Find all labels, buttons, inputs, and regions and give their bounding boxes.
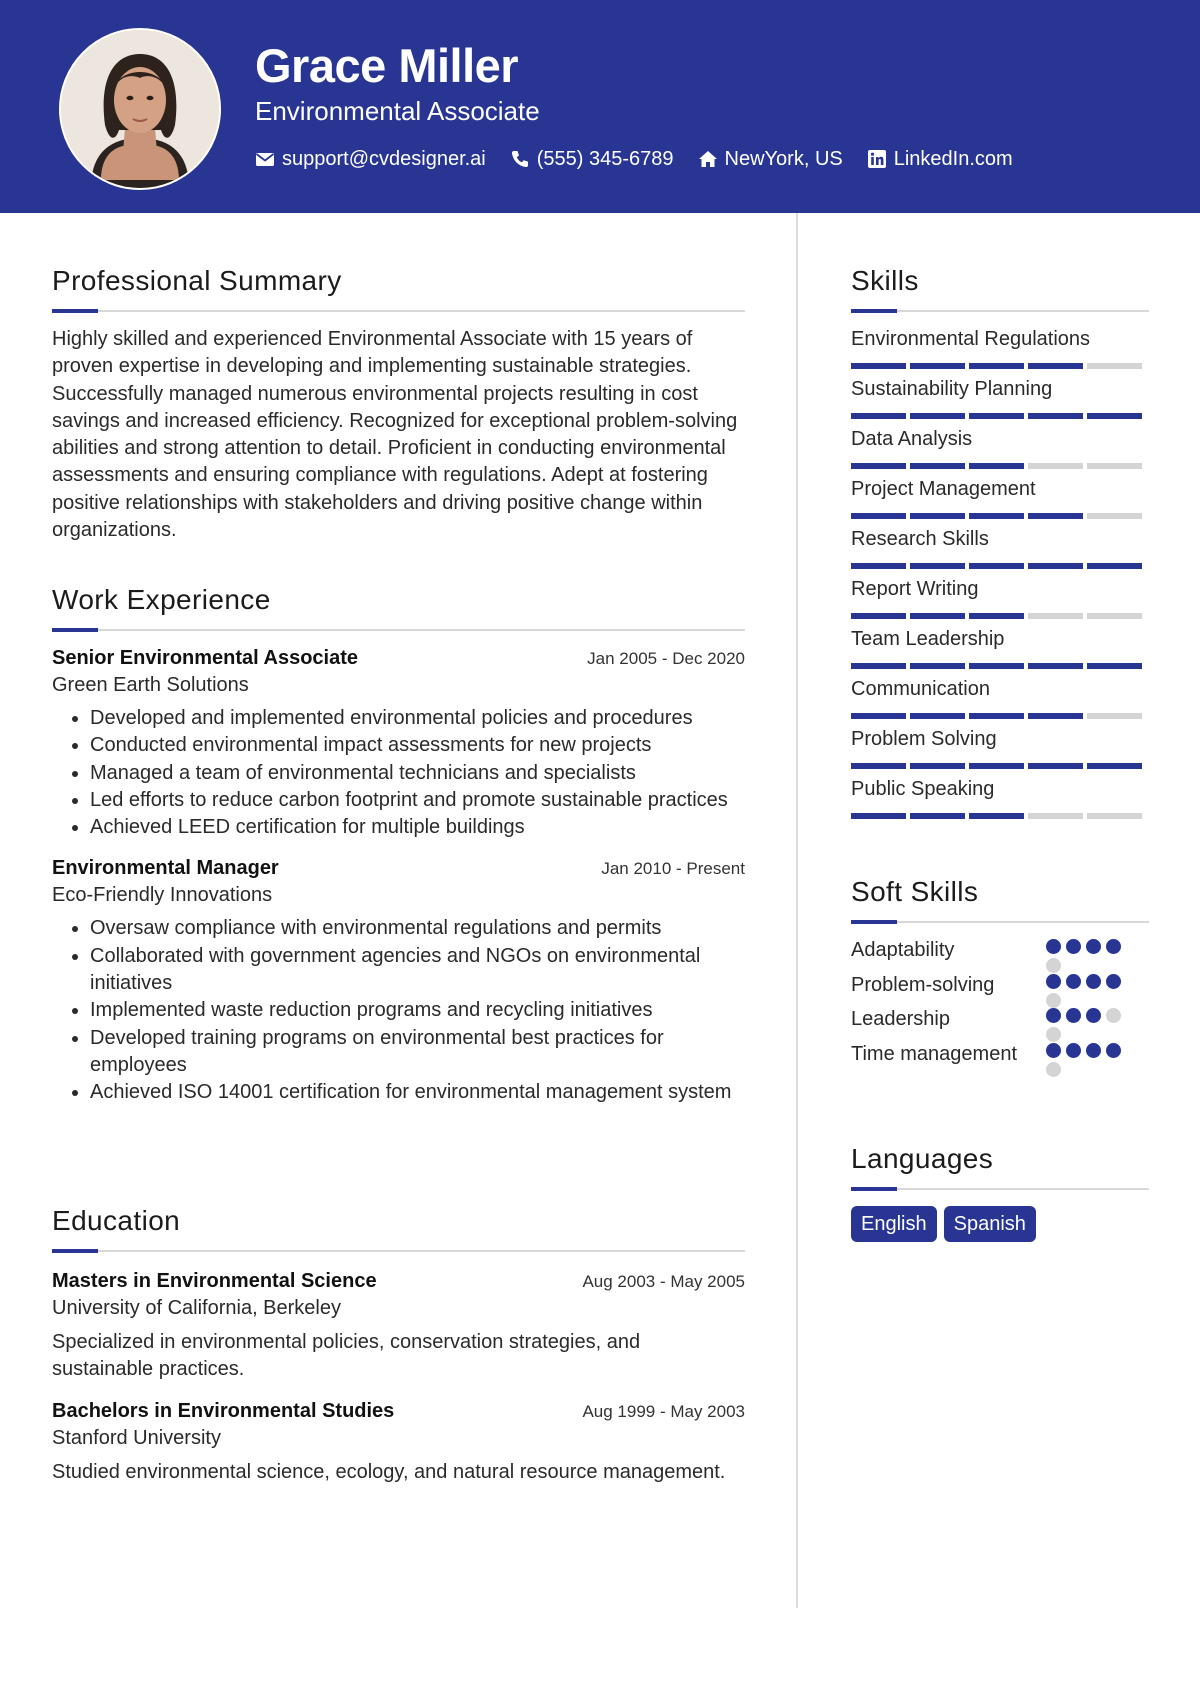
skill-level-segment [851, 763, 906, 769]
skill-level-segment [910, 463, 965, 469]
skill-level-segment [1087, 463, 1142, 469]
languages-section [851, 1141, 1149, 1242]
skill-level-bar [851, 663, 1149, 669]
skill-level-segment [851, 363, 906, 369]
contact-phone[interactable] [510, 148, 674, 171]
job-entry [52, 645, 745, 841]
skill-level-segment [1028, 663, 1083, 669]
skill-name: Data Analysis [851, 428, 973, 450]
job-bullet: • Oversaw compliance with environmental regulations and permits [90, 915, 745, 942]
candidate-title: Environmental Associate [255, 96, 540, 126]
experience-heading: Work Experience [52, 584, 271, 615]
home-icon [698, 149, 718, 169]
skill-level-segment [969, 363, 1024, 369]
skill-level-segment [1028, 613, 1083, 619]
skill-level-segment [1087, 663, 1142, 669]
skill-level-segment [1087, 413, 1142, 419]
job-title: Environmental Manager [52, 857, 279, 880]
column-divider [796, 213, 798, 1608]
skill-item [851, 626, 1149, 676]
summary-text: Highly skilled and experienced Environmental Associate with 15 years of proven expertise in developing and implementing sustainable strategies. Successfully managed numerous environmental projects resulting in cost savings and increased efficiency. Recognized for exceptional problem-solving abilities and strong attention to detail. Proficient in conducting environmental assessments and ensuring compliance with regulations. Adept at fostering positive relationships with stakeholders and driving positive change within organizations. [52, 328, 738, 542]
degree-dates: Aug 2003 - May 2005 [582, 1272, 745, 1291]
rating-dot [1066, 1008, 1081, 1023]
language-badge: English [851, 1206, 937, 1242]
skill-level-segment [1028, 363, 1083, 369]
skills-heading: Skills [851, 265, 919, 296]
skill-level-segment [851, 813, 906, 819]
skill-level-segment [910, 613, 965, 619]
skill-level-segment [1028, 413, 1083, 419]
job-dates: Jan 2005 - Dec 2020 [587, 649, 745, 668]
degree-description: Studied environmental science, ecology, and natural resource management. [52, 1460, 726, 1483]
soft-skill-name: Adaptability [851, 939, 955, 961]
rating-dot [1046, 1008, 1061, 1023]
soft-skill-item [851, 972, 1149, 1007]
skill-level-segment [1087, 613, 1142, 619]
contact-email-text: support@cvdesigner.ai [282, 147, 486, 170]
skill-level-segment [969, 513, 1024, 519]
rating-dot [1086, 974, 1101, 989]
section-rule [52, 310, 745, 312]
candidate-name: Grace Miller [255, 39, 519, 92]
skill-level-segment [851, 413, 906, 419]
rating-dot [1046, 1062, 1061, 1077]
soft-skill-name: Problem-solving [851, 973, 995, 996]
experience-section [52, 582, 745, 1107]
resume-header [0, 0, 1200, 213]
contact-linkedin-text: LinkedIn.com [893, 147, 1013, 170]
skill-level-segment [1087, 513, 1142, 519]
skill-level-segment [969, 463, 1024, 469]
skill-name: Sustainability Planning [851, 378, 1053, 400]
envelope-icon [255, 149, 275, 169]
skill-level-segment [851, 713, 906, 719]
skill-level-segment [910, 513, 965, 519]
job-company: Eco-Friendly Innovations [52, 884, 273, 907]
profile-photo [59, 28, 221, 190]
contact-linkedin[interactable] [867, 148, 1013, 171]
job-dates: Jan 2010 - Present [601, 859, 745, 879]
skill-level-segment [969, 713, 1024, 719]
rating-dot [1086, 1008, 1101, 1023]
skill-item [851, 776, 1149, 826]
language-list [851, 1206, 1149, 1242]
skill-level-segment [1087, 563, 1142, 569]
skill-level-segment [1087, 363, 1142, 369]
section-rule [851, 1188, 1149, 1190]
skill-level-bar [851, 813, 1149, 819]
job-bullet: • Implemented waste reduction programs and recycling initiatives [90, 997, 745, 1024]
skill-name: Public Speaking [851, 778, 995, 800]
skill-level-bar [851, 463, 1149, 469]
skill-level-segment [1028, 513, 1083, 519]
rating-dot [1086, 939, 1101, 954]
job-entry [52, 855, 745, 1106]
skill-level-bar [851, 713, 1149, 719]
skill-level-segment [969, 563, 1024, 569]
section-rule [851, 310, 1149, 312]
job-bullet: • Developed and implemented environmental policies and procedures [90, 705, 745, 732]
school-name: University of California, Berkeley [52, 1297, 341, 1319]
contact-phone-text: (555) 345-6789 [536, 147, 674, 170]
contact-bar [255, 143, 1037, 175]
job-bullets [52, 915, 745, 1106]
education-entry [52, 1398, 745, 1486]
rating-dot [1106, 1043, 1121, 1058]
skill-level-bar [851, 613, 1149, 619]
job-bullet: • Collaborated with government agencies and NGOs on environmental initiatives [90, 943, 745, 998]
skill-name: Team Leadership [851, 628, 1005, 650]
skill-level-segment [1028, 463, 1083, 469]
skill-level-segment [969, 663, 1024, 669]
skill-name: Environmental Regulations [851, 328, 1091, 350]
education-section [52, 1203, 745, 1486]
section-rule [52, 1250, 745, 1252]
skill-level-segment [969, 413, 1024, 419]
job-company: Green Earth Solutions [52, 674, 249, 696]
rating-dot [1066, 939, 1081, 954]
linkedin-icon [867, 149, 887, 169]
skill-level-bar [851, 513, 1149, 519]
rating-dot [1106, 1008, 1121, 1023]
education-entry [52, 1268, 745, 1384]
skill-level-segment [1087, 713, 1142, 719]
skill-item [851, 476, 1149, 526]
skill-level-segment [1028, 763, 1083, 769]
skill-level-bar [851, 563, 1149, 569]
contact-location [698, 148, 843, 171]
school-name: Stanford University [52, 1426, 221, 1449]
skill-level-bar [851, 413, 1149, 419]
job-bullet: • Led efforts to reduce carbon footprint and promote sustainable practices [90, 787, 745, 814]
soft-skill-rating [1046, 1043, 1136, 1081]
soft-skill-item [851, 1041, 1149, 1076]
skill-item [851, 326, 1149, 376]
skill-level-segment [1087, 813, 1142, 819]
skill-level-segment [910, 563, 965, 569]
skill-level-segment [1028, 713, 1083, 719]
rating-dot [1046, 974, 1061, 989]
soft-skill-name: Leadership [851, 1008, 950, 1030]
job-title: Senior Environmental Associate [52, 647, 359, 669]
rating-dot [1046, 1043, 1061, 1058]
skill-level-segment [910, 763, 965, 769]
soft-skills-section [851, 874, 1149, 1075]
job-bullets [52, 705, 745, 841]
section-rule [851, 921, 1149, 923]
job-bullet: • Conducted environmental impact assessments for new projects [90, 732, 745, 759]
skill-level-segment [851, 463, 906, 469]
rating-dot [1106, 974, 1121, 989]
soft-skills-heading: Soft Skills [851, 876, 979, 907]
skill-item [851, 526, 1149, 576]
skill-level-segment [910, 813, 965, 819]
skill-level-segment [910, 413, 965, 419]
summary-section [52, 263, 745, 544]
soft-skills-list [851, 937, 1149, 1075]
rating-dot [1086, 1043, 1101, 1058]
rating-dot [1066, 1043, 1081, 1058]
skill-level-segment [1087, 763, 1142, 769]
soft-skill-name: Time management [851, 1042, 1017, 1065]
languages-heading: Languages [851, 1143, 994, 1174]
soft-skill-item [851, 1006, 1149, 1041]
skill-level-segment [910, 363, 965, 369]
skill-item [851, 676, 1149, 726]
skill-level-segment [910, 663, 965, 669]
phone-icon [510, 149, 530, 169]
skills-list [851, 326, 1149, 826]
skill-level-segment [969, 763, 1024, 769]
skill-level-segment [1028, 563, 1083, 569]
degree-title: Bachelors in Environmental Studies [52, 1399, 395, 1422]
skill-level-segment [969, 813, 1024, 819]
degree-title: Masters in Environmental Science [52, 1270, 377, 1292]
section-rule [52, 629, 745, 631]
skill-item [851, 726, 1149, 776]
skill-level-segment [910, 713, 965, 719]
skill-name: Project Management [851, 478, 1036, 500]
skill-level-segment [851, 513, 906, 519]
soft-skill-item [851, 937, 1149, 972]
summary-heading: Professional Summary [52, 265, 342, 296]
skills-section [851, 263, 1149, 826]
skill-name: Communication [851, 678, 990, 700]
skill-level-bar [851, 363, 1149, 369]
skill-item [851, 376, 1149, 426]
education-heading: Education [52, 1205, 181, 1236]
rating-dot [1046, 939, 1061, 954]
skill-level-segment [1028, 813, 1083, 819]
skill-name: Research Skills [851, 528, 989, 550]
job-bullet: • Managed a team of environmental technicians and specialists [90, 760, 745, 787]
skill-name: Report Writing [851, 578, 979, 600]
skill-level-segment [851, 563, 906, 569]
contact-email[interactable] [255, 148, 486, 171]
skill-level-segment [851, 663, 906, 669]
job-bullet: • Achieved ISO 14001 certification for environmental management system [90, 1079, 745, 1106]
contact-location-text: NewYork, US [724, 147, 843, 170]
degree-description: Specialized in environmental policies, conservation strategies, and sustainable practices. [52, 1331, 641, 1381]
rating-dot [1066, 974, 1081, 989]
skill-level-bar [851, 763, 1149, 769]
skill-item [851, 576, 1149, 626]
skill-level-segment [851, 613, 906, 619]
job-bullet: • Developed training programs on environmental best practices for employees [90, 1025, 745, 1080]
job-bullet: • Achieved LEED certification for multiple buildings [90, 814, 745, 841]
language-badge: Spanish [944, 1206, 1036, 1242]
rating-dot [1106, 939, 1121, 954]
skill-item [851, 426, 1149, 476]
skill-name: Problem Solving [851, 728, 997, 750]
degree-dates: Aug 1999 - May 2003 [582, 1401, 745, 1421]
skill-level-segment [969, 613, 1024, 619]
